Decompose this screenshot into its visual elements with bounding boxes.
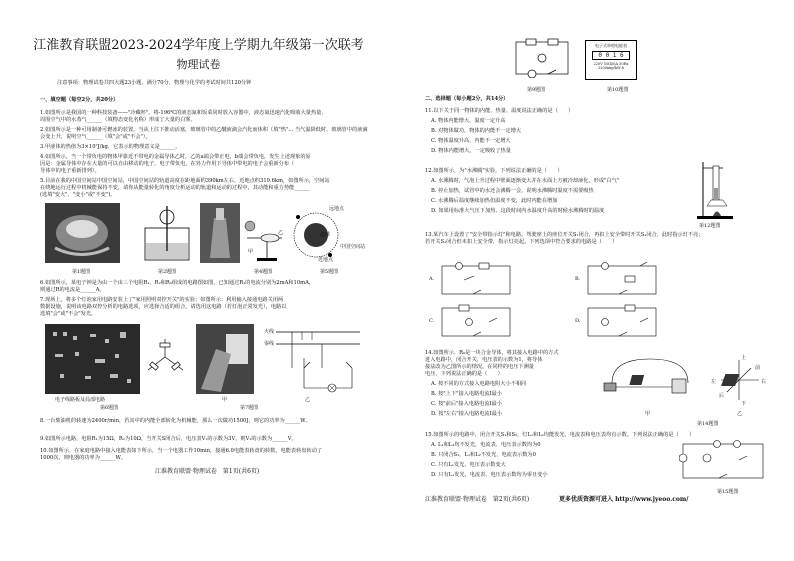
right-footer: 江淮教育联盟·物理试卷 第2页(共6页) bbox=[425, 496, 530, 503]
fig10-caption: 第10题图 bbox=[607, 87, 629, 93]
q13-circuit-c bbox=[439, 304, 514, 342]
q13-circuit-a bbox=[439, 262, 514, 300]
q12-option-a: A. 水沸腾时，气泡上升过程中壁面逐渐变大并在水面上方被冷却液化，形成"白气" bbox=[431, 178, 620, 184]
q2-line1: 2.如图所示是一种可用制备可燃冰的装置，当从上往下推动活塞，玻璃管中的乙醚液滴会汽化而体积（填"热"... 当气温降低时，玻璃管中的液滴 bbox=[40, 127, 368, 133]
section1-heading: 一、填空题（每空2分，共20分） bbox=[40, 97, 119, 103]
q6-line2: 则通过R的电流是______A。 bbox=[40, 287, 105, 293]
fig14-dir-down: 下 bbox=[741, 401, 747, 407]
figure-6-board bbox=[45, 324, 140, 394]
figure-7-photo bbox=[196, 324, 254, 394]
q5-line2: 在绕地运行过程中机械能保持不变，请你从能量转化的角度分析运动的轨道和运动的过程中，其动能和重力势能______ bbox=[40, 185, 310, 191]
q13-label-a: A. bbox=[429, 276, 435, 282]
svg-text:甲: 甲 bbox=[248, 249, 254, 255]
q11-option-d: D. 物体内能增大，一定吸收了热量 bbox=[431, 148, 511, 154]
q8: 8.一台柴油机的转速为2400r/min，若其中的内能全部转化为机械能，那么一次做功1500J，则它的功率为______W。 bbox=[40, 418, 311, 424]
fig7-label-a: 甲 bbox=[222, 397, 228, 403]
fig14-dir-left: 左 bbox=[711, 379, 717, 385]
q15-option-d: D. 只有L₁发光，电流表、电压表示数均为零且变小 bbox=[431, 472, 548, 478]
q13-circuit-d bbox=[585, 304, 660, 342]
exam-subtitle: 物理试卷 bbox=[176, 58, 221, 71]
q11: 11.以下关于同一物体的内能、热量、温度说法正确的是（ ） bbox=[425, 108, 574, 114]
fig7-label-neutral: 零线 bbox=[264, 341, 275, 347]
svg-text:乙: 乙 bbox=[278, 230, 284, 236]
figure-2 bbox=[137, 203, 197, 263]
q6-line1: 6.如图所示，某电子钟是为由一个由三个电阻R₁、R₂和R₃组成的电路图如图，已知通过R₁的电流分别为2mA和10mA， bbox=[40, 280, 314, 286]
fig9-caption: 第9题图 bbox=[527, 87, 546, 93]
notice: 注意事项：物理试卷共四大题23小题，满分70分，物理与化学的考试时间共120分钟 bbox=[57, 80, 252, 86]
figure-10-meter bbox=[585, 40, 637, 80]
q10-line1: 10.如图所示，在家庭电路中接入电能表如下所示，当一个电器工作10min，接通6.0电能表转盘的转数，电能表转盘转动了 bbox=[40, 448, 323, 454]
q12-option-c: C. 水沸腾后温度继续加热但温度不变，此时内能在增加 bbox=[431, 198, 558, 204]
right-page bbox=[397, 0, 794, 561]
section2-heading: 二、选择题（每小题2分，共14分） bbox=[425, 96, 509, 102]
fig7-caption: 第7题图 bbox=[240, 405, 259, 411]
q13-circuit-b bbox=[585, 262, 660, 300]
fig5-label-earth: 地球 bbox=[320, 232, 331, 238]
q2-line2: 会变上升，说明空气______（填"会"或"不会"）。 bbox=[40, 134, 151, 140]
q1-line2: 周围空气中的水蒸气______（填物态变化名称）形成了大量的白雾。 bbox=[40, 117, 196, 123]
q11-option-c: C. 物体温度升高，内能不一定增大 bbox=[431, 138, 511, 144]
q13-label-c: C. bbox=[429, 318, 435, 324]
fig5-caption: 第5题图 bbox=[320, 269, 339, 275]
footer-link[interactable]: 更多优质资源可进入 http://www.jyeoo.com/ bbox=[559, 496, 689, 503]
fig14-dir-front: 前 bbox=[755, 365, 761, 371]
q4-line1: 4.如图所示，当一个带负电的物体甲靠近不带电的金属导体乙时，乙的a端会带正电，b端会带负电，发生上述现象的原 bbox=[40, 154, 311, 160]
q15: 15.如图所示的电路中，闭合开关S₁和S₂，灯L₁和L₂均能发光，电流表和电压表均有示数。下列说法正确的是（ ） bbox=[425, 432, 695, 438]
left-footer: 江淮教育联盟·物理试卷 第1页(共6页) bbox=[155, 468, 260, 475]
fig5-label-perigee: 近地点 bbox=[318, 257, 334, 263]
figure-7-wiring bbox=[262, 328, 362, 396]
fig14-caption: 第14题图 bbox=[697, 421, 719, 427]
q3: 3.甲液体的热值为3×10⁷J/kg，它表示的物理意义是______。 bbox=[40, 144, 181, 150]
meter-title: 电子式单相电能表 bbox=[595, 43, 627, 48]
q13-line2: 若开关S₁闭合但未扣上安全带，指示灯亮起。下列选项中符合要求的电路是（ ） bbox=[425, 239, 618, 245]
fig14-label-a: 甲 bbox=[645, 411, 651, 417]
q4-line2: 因是：金属导体中存在大量的可以自由移动的电子，电子带负电，在外力作用下导体中带电的电子会重新分布（ bbox=[40, 161, 295, 167]
figure-1 bbox=[45, 203, 120, 263]
figure-12 bbox=[695, 160, 735, 220]
q7-line2: 数据设施，说明该电路双控分析的电路选项，应选择合适的组合，请选用这电路（若灯泡正常发光），电路以 bbox=[40, 304, 287, 310]
q15-option-b: B. 只闭合S₁，L₁和L₂不发光，电流表示数为0 bbox=[431, 452, 536, 458]
q4-line3: 导体中的电子重新排列）。 bbox=[40, 168, 100, 174]
meter-spec1: 220V 10(40)A 50Hz bbox=[593, 62, 629, 66]
q12-option-b: B. 停止加热，试管中的水还会沸腾一会，说明水沸腾时温度不需要吸热 bbox=[431, 188, 594, 194]
figure-3 bbox=[200, 203, 240, 263]
fig1-caption: 第1题图 bbox=[72, 269, 91, 275]
fig14-dir-right: 右 bbox=[761, 379, 767, 385]
q1-line1: 1.如图所示是我国的一种科技装备——"冷藏杯"。将-196℃的液态氮和饭菜同时放入容器中，液态氮迅速汽化吸收大量热量， bbox=[40, 110, 327, 116]
q14-option-c: C. 按"前后"接入电路电流I最小 bbox=[431, 401, 502, 407]
q5-line1: 5.目前在我的中国空间站中国空间站，中国空间站的轨道高度在距地面约390km左右，近地点约319.6km，如图所示，空间站 bbox=[40, 178, 330, 184]
fig5-label-apogee: 远地点 bbox=[329, 206, 345, 212]
q14-option-d: D. 按"左右"接入电路电流I最小 bbox=[431, 411, 503, 417]
fig14-dir-up: 上 bbox=[741, 355, 747, 361]
q14-line1: 14.如图所示，R₀是一块合金导体，将其接入电路中的方式 bbox=[425, 350, 559, 356]
figure-15 bbox=[679, 438, 769, 486]
fig7-label-b: 乙 bbox=[305, 397, 311, 403]
q14-line4: 电压，下列说法正确的是（ ） bbox=[425, 371, 503, 377]
fig6-caption: 第6题图 bbox=[100, 405, 119, 411]
q15-option-c: C. 只有L₁发光，电压表示数变大 bbox=[431, 462, 506, 468]
fig4-caption: 第4题图 bbox=[254, 269, 273, 275]
fig14-label-b: 乙 bbox=[737, 411, 743, 417]
meter-spec2: 3200imp/kW·h bbox=[598, 66, 624, 70]
meter-reading: 0 0 1 6 bbox=[592, 51, 630, 60]
fig14-dir-back: 后 bbox=[719, 393, 725, 399]
q14-line3: 接法改为乙图所示的情况，在同样的电压下测量 bbox=[425, 364, 534, 370]
exam-title: 江淮教育联盟2023-2024学年度上学期九年级第一次联考 bbox=[33, 38, 364, 53]
fig15-caption: 第15题图 bbox=[717, 489, 739, 495]
figure-9 bbox=[512, 38, 572, 78]
fig12-caption: 第12题图 bbox=[699, 223, 721, 229]
q15-option-a: A. L₁和L₂均不发光，电流表、电压表示数均为0 bbox=[431, 442, 541, 448]
q14-option-a: A. 按不同的方式接入电路电阻大小不相同 bbox=[431, 381, 527, 387]
figure-14-circuit bbox=[602, 353, 697, 413]
q13-label-b: B. bbox=[575, 276, 581, 282]
q12-option-d: D. 如果用标准大气压下加热，这段时间内水温度升高的时候水沸腾时的温度 bbox=[431, 208, 605, 214]
fig7-label-live: 火线 bbox=[264, 329, 275, 335]
q14-option-b: B. 按"上下"接入电路电流I最小 bbox=[431, 391, 502, 397]
q10-line2: 1000次，则电器的功率为______W。 bbox=[40, 455, 126, 461]
figure-6-circuit bbox=[143, 335, 188, 380]
q7-line3: 选填"会"或"不会"发光。 bbox=[40, 311, 97, 317]
q13-line1: 13.某汽车上设置了"安全带指示灯"和电路。驾驶座上的座位开关S₁闭合，再扣上安全带时开关S₂闭合，此时指示灯不亮； bbox=[425, 232, 704, 238]
fig6-subcaption: 电子线路板及局部电路 bbox=[55, 397, 106, 403]
q11-option-b: B. 对物体做功，物体的内能不一定增大 bbox=[431, 128, 522, 134]
fig5-label-station: 中国空间站 bbox=[340, 244, 366, 250]
q12: 12.如图所示，为"水沸腾"实验，下列说法正确的是（ ） bbox=[425, 168, 563, 174]
q11-option-a: A. 物体内能增大，温度一定升高 bbox=[431, 118, 506, 124]
q5-line3: (选填"变大"、"变小"或"不变")。 bbox=[40, 192, 116, 198]
q13-label-d: D. bbox=[575, 318, 581, 324]
fig2-caption: 第2题图 bbox=[158, 269, 177, 275]
q7-line1: 7.现场上，将多个灯泡家用电路安装上了"家用照明双控开关"的实验；如图所示：利用输入接通电路关闭两 bbox=[40, 297, 284, 303]
q14-line2: 进入电路中，闭合开关，电压表的示数为1，将导体 bbox=[425, 357, 543, 363]
q9: 9.如图所示电路，电阻R₁为15Ω，R₂为10Ω，当开关S闭合后，电压表V₁的示数为3V，则V₂的示数为______V。 bbox=[40, 436, 297, 442]
figure-4 bbox=[242, 208, 287, 263]
